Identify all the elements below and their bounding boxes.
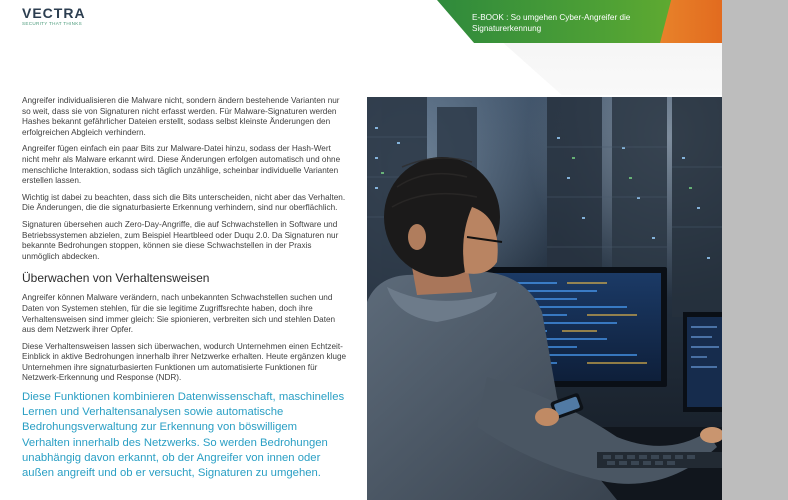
article-column <box>22 96 347 481</box>
paragraph: Angreifer fügen einfach ein paar Bits zur Malware-Datei hinzu, sodass der Hash-Wert nicht mehr als Malware erkannt wird. Diese Änderungen erfolgen automatisch und ohne menschliche Interaktion, sodass sich täglich unzählige, scheinbar individuelle Varianten erstellen lassen. <box>22 144 341 186</box>
page-gutter <box>722 0 788 500</box>
paragraph: Signaturen übersehen auch Zero-Day-Angriffe, die auf Schwachstellen in Software und Betriebssystemen abzielen, zum Beispiel Heartbleed oder Duqu 2.0. Da Signaturen nur bekannte Bedrohungen stoppen, können sie diese Schwachstellen in der Praxis unmöglich abdecken. <box>22 219 339 261</box>
paragraph: Angreifer individualisieren die Malware nicht, sondern ändern bestehende Varianten nur so weit, dass sie von Signaturen nicht erfasst werden. Für Malware-Signaturen werden Hashes bekannt gefährlicher Dateien erstellt, sodass selbst kleinste Änderungen den erfolgreichen Abgleich verhindern. <box>22 96 340 137</box>
highlight-quote: Diese Funktionen kombinieren Datenwissenschaft, maschinelles Lernen und Verhaltensanalysen sowie automatische Bedrohungsverwaltung zur Erkennung von böswilligem Verhalten innerhalb des Netzwerks. So werden Bedrohungen unabhängig davon erkannt, ob der Angreifer von innen oder außen angreift und ob er versucht, Signaturen zu umgehen. <box>22 391 345 480</box>
logo-wordmark: VECTRA <box>22 5 86 21</box>
paragraph: Diese Verhaltensweisen lassen sich überwachen, wodurch Unternehmen einen Echtzeit-Einblick in aktive Bedrohungen innerhalb ihrer Netzwerke erhalten. Heute ergänzen kluge Unternehmen ihre signaturbasierten Funktionen um automatisierte Funktionen für Netzwerk-Erkennung und Response (NDR). <box>22 341 347 383</box>
photo-illustration <box>367 97 722 500</box>
vectra-logo <box>22 6 86 26</box>
paragraph: Wichtig ist dabei zu beachten, dass sich die Bits unterscheiden, nicht aber das Verhalten. Die Änderungen, die die signaturbasierte Erkennung verhindern, sind nur oberflächlich. <box>22 192 346 213</box>
server-room-photo <box>367 97 722 500</box>
section-heading: Überwachen von Verhaltensweisen <box>22 271 210 286</box>
paragraph: Angreifer können Malware verändern, nach unbekannten Schwachstellen suchen und Daten von Systemen stehlen, für die sie legitime Zugriffsrechte haben, doch ihre Verhaltensweisen sind immer gleich: Sie spionieren, verbreiten sich und stehlen Daten aus dem Netzwerk ihrer Opfer. <box>22 293 336 335</box>
logo-tagline: SECURITY THAT THINKS <box>22 21 82 26</box>
ebook-title: E-BOOK : So umgehen Cyber-Angreifer die Signaturerkennung <box>472 13 631 33</box>
